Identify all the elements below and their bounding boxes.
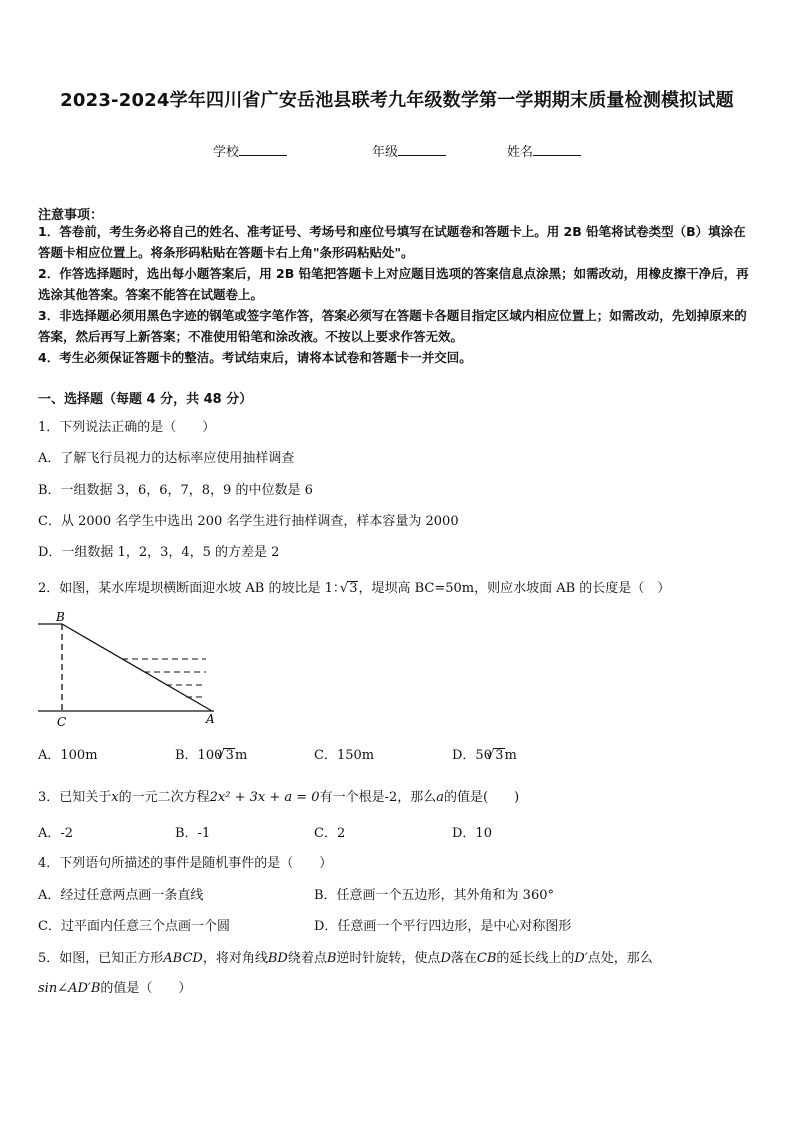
notice-item-1: 1．答卷前，考生务必将自己的姓名、准考证号、考场号和座位号填写在试题卷和答题卡上。用 2B 铅笔将试卷类型（B）填涂在答题卡相应位置上。将条形码粘贴在答题卡右上角"条形码粘贴处"。	[38, 224, 746, 260]
q4-option-b: B．任意画一个五边形，其外角和为 360°	[314, 888, 554, 903]
name-field[interactable]: 姓名	[507, 141, 581, 160]
sqrt-symbol: √ 3	[347, 581, 359, 595]
q2-option-a: A．100m	[38, 748, 98, 763]
student-info-row	[0, 141, 794, 161]
q4-option-a: A．经过任意两点画一条直线	[38, 888, 204, 903]
label-c: C	[57, 715, 67, 728]
notice-item-3: 3．非选择题必须用黑色字迹的钢笔或签字笔作答，答案必须写在答题卡各题目指定区域内相应位置上；如需改动，先划掉原来的答案，然后再写上新答案；不准使用铅笔和涂改液。不按以上要求作答无效。	[38, 308, 747, 344]
q4-option-d: D．任意画一个平行四边形，是中心对称图形	[314, 919, 572, 934]
q5-stem-line-1: 5．如图，已知正方形ABCD，将对角线BD绕着点B逆时针旋转，使点D落在CB的延长线上的D′点处，那么	[38, 951, 653, 966]
q3-option-b: B．-1	[175, 826, 211, 841]
q3-option-a: A．-2	[38, 826, 74, 841]
notice-item-2: 2．作答选择题时，选出每小题答案后，用 2B 铅笔把答题卡上对应题目选项的答案信息点涂黑；如需改动，用橡皮擦干净后，再选涂其他答案。答案不能答在试题卷上。	[38, 266, 749, 302]
q3-option-d: D．10	[452, 826, 492, 841]
q1-option-d: D．一组数据 1，2，3，4，5 的方差是 2	[38, 545, 280, 560]
label-a: A	[206, 712, 215, 726]
q3-stem: 3．已知关于x的一元二次方程2x² + 3x + a = 0有一个根是-2，那么a的值是( )	[38, 790, 520, 805]
page-title: 2023-2024学年四川省广安岳池县联考九年级数学第一学期期末质量检测模拟试题	[60, 90, 734, 111]
q2-option-b: B．100√ 3m	[175, 744, 247, 763]
q4-stem: 4．下列语句所描述的事件是随机事件的是（ ）	[38, 856, 333, 871]
q1-option-b: B．一组数据 3，6，6，7，8，9 的中位数是 6	[38, 483, 313, 498]
q1-stem: 1．下列说法正确的是（ ）	[38, 420, 216, 435]
label-b: B	[56, 610, 65, 624]
q3-option-c: C．2	[314, 826, 346, 841]
dam-cross-section-figure	[36, 608, 226, 728]
grade-field[interactable]: 年级	[372, 141, 446, 160]
q1-option-a: A．了解飞行员视力的达标率应使用抽样调查	[38, 451, 295, 466]
notice-item-4: 4．考生必须保证答题卡的整洁。考试结束后，请将本试卷和答题卡一并交回。	[38, 350, 472, 365]
q5-stem-line-2: sin∠AD′B的值是（ ）	[38, 981, 192, 996]
q2-option-c: C．150m	[314, 748, 375, 763]
q1-option-c: C．从 2000 名学生中选出 200 名学生进行抽样调查，样本容量为 2000	[38, 514, 459, 529]
quadratic-equation: 2x² + 3x + a = 0	[209, 790, 320, 805]
slope-ab	[62, 624, 212, 711]
q2-stem: 2．如图，某水库堤坝横断面迎水坡 AB 的坡比是 1：√ 3，堤坝高 BC=50m，则应水坡面 AB 的长度是（ ）	[38, 577, 670, 596]
section-heading: 一、选择题（每题 4 分，共 48 分）	[38, 392, 253, 407]
school-field[interactable]: 学校	[213, 141, 287, 160]
q4-option-c: C．过平面内任意三个点画一个圆	[38, 919, 230, 934]
notice-heading: 注意事项：	[38, 208, 104, 223]
q2-option-d: D．50√ 3m	[452, 744, 517, 763]
